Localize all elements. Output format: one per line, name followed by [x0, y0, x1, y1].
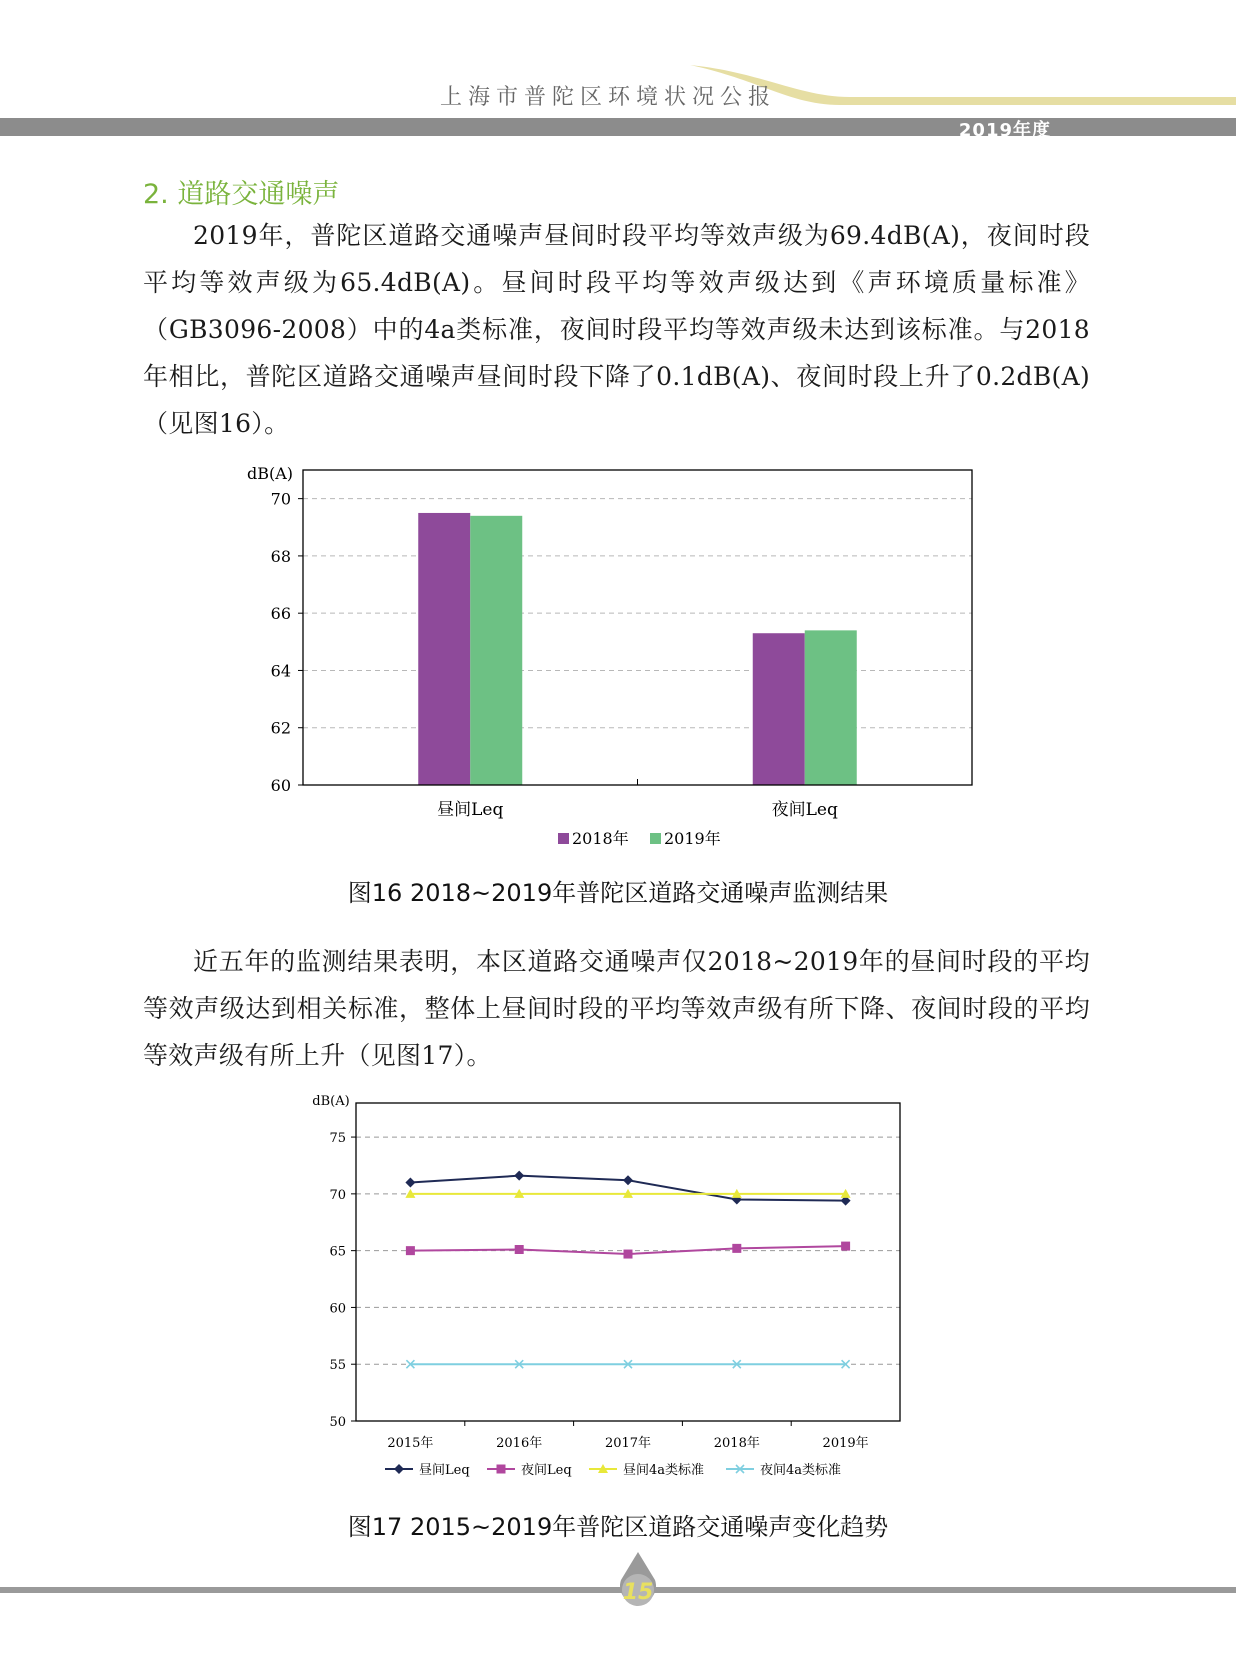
legend-swatch-1 [558, 833, 569, 844]
y-tick-label: 75 [329, 1131, 346, 1147]
report-year: 2019年度 [958, 120, 1051, 141]
legend-label-3: 昼间4a类标准 [623, 1463, 705, 1478]
y-tick-label: 68 [270, 546, 291, 566]
point-2-3 [624, 1250, 633, 1259]
point-2-2 [515, 1245, 524, 1254]
point-1-2 [514, 1171, 524, 1181]
report-title: 上海市普陀区环境状况公报 [440, 85, 777, 110]
bar-1-2 [470, 516, 522, 785]
x-tick-label: 昼间Leq [437, 800, 504, 820]
y-tick-label: 50 [329, 1415, 346, 1430]
point-2-1 [406, 1246, 415, 1255]
point-2-5 [841, 1242, 850, 1251]
figure-17-caption: 图17 2015~2019年普陀区道路交通噪声变化趋势 [347, 1513, 889, 1541]
line-chart-fig17 [0, 1085, 1236, 1485]
x-tick-label: 2019年 [822, 1436, 869, 1451]
x-tick-label: 2015年 [387, 1436, 434, 1451]
y-tick-label: 60 [270, 776, 291, 795]
point-2-4 [732, 1244, 741, 1253]
y-tick-label: 66 [270, 604, 291, 624]
y-tick-label: 70 [270, 489, 291, 509]
x-tick-label: 2017年 [604, 1436, 652, 1451]
bar-1-1 [418, 513, 470, 785]
legend-label-2: 夜间Leq [521, 1463, 572, 1478]
legend-swatch-2 [650, 833, 661, 844]
bar-chart-fig16 [0, 455, 1236, 855]
legend-label-4: 夜间4a类标准 [760, 1463, 842, 1478]
x-tick-label: 2018年 [713, 1436, 760, 1451]
paragraph-1: 2019年，普陀区道路交通噪声昼间时段平均等效声级为69.4dB(A)，夜间时段平均等效声级为65.4dB(A)。昼间时段平均等效声级达到《声环境质量标准》（GB3096-2008）中的4a类标准，夜间时段平均等效声级未达到该标准。与2018年相比，普陀区道路交通噪声昼间时段下降了0.1dB(A)、夜间时段上升了0.2dB(A)（见图16）。 [143, 221, 1090, 438]
bar-2-1 [753, 633, 805, 785]
y-tick-label: 60 [329, 1301, 346, 1317]
y-axis-title: dB(A) [246, 464, 294, 483]
x-tick-label: 2016年 [496, 1436, 543, 1451]
legend-label-1: 昼间Leq [419, 1463, 470, 1478]
section-heading: 2. 道路交通噪声 [143, 179, 340, 210]
legend-label-2: 2019年 [664, 829, 721, 848]
point-1-1 [405, 1178, 415, 1188]
point-1-3 [623, 1175, 633, 1185]
y-tick-label: 55 [329, 1358, 346, 1374]
x-tick-label: 夜间Leq [771, 800, 838, 820]
legend-marker-2 [497, 1465, 506, 1474]
legend-marker-1 [394, 1464, 404, 1474]
page-number: 15 [622, 1580, 654, 1605]
bar-2-2 [805, 630, 857, 785]
y-tick-label: 64 [270, 661, 291, 681]
y-tick-label: 65 [329, 1244, 346, 1260]
y-axis-title: dB(A) [312, 1094, 350, 1109]
figure-16-caption: 图16 2018~2019年普陀区道路交通噪声监测结果 [347, 879, 889, 907]
plot-frame [303, 470, 972, 785]
page-number-badge [615, 1550, 661, 1610]
y-tick-label: 62 [270, 718, 291, 738]
y-tick-label: 70 [329, 1187, 346, 1203]
plot-frame [356, 1103, 900, 1421]
legend-label-1: 2018年 [572, 829, 629, 848]
paragraph-2: 近五年的监测结果表明，本区道路交通噪声仅2018~2019年的昼间时段的平均等效声级达到相关标准，整体上昼间时段的平均等效声级有所下降、夜间时段的平均等效声级有所上升（见图17）。 [143, 947, 1090, 1070]
